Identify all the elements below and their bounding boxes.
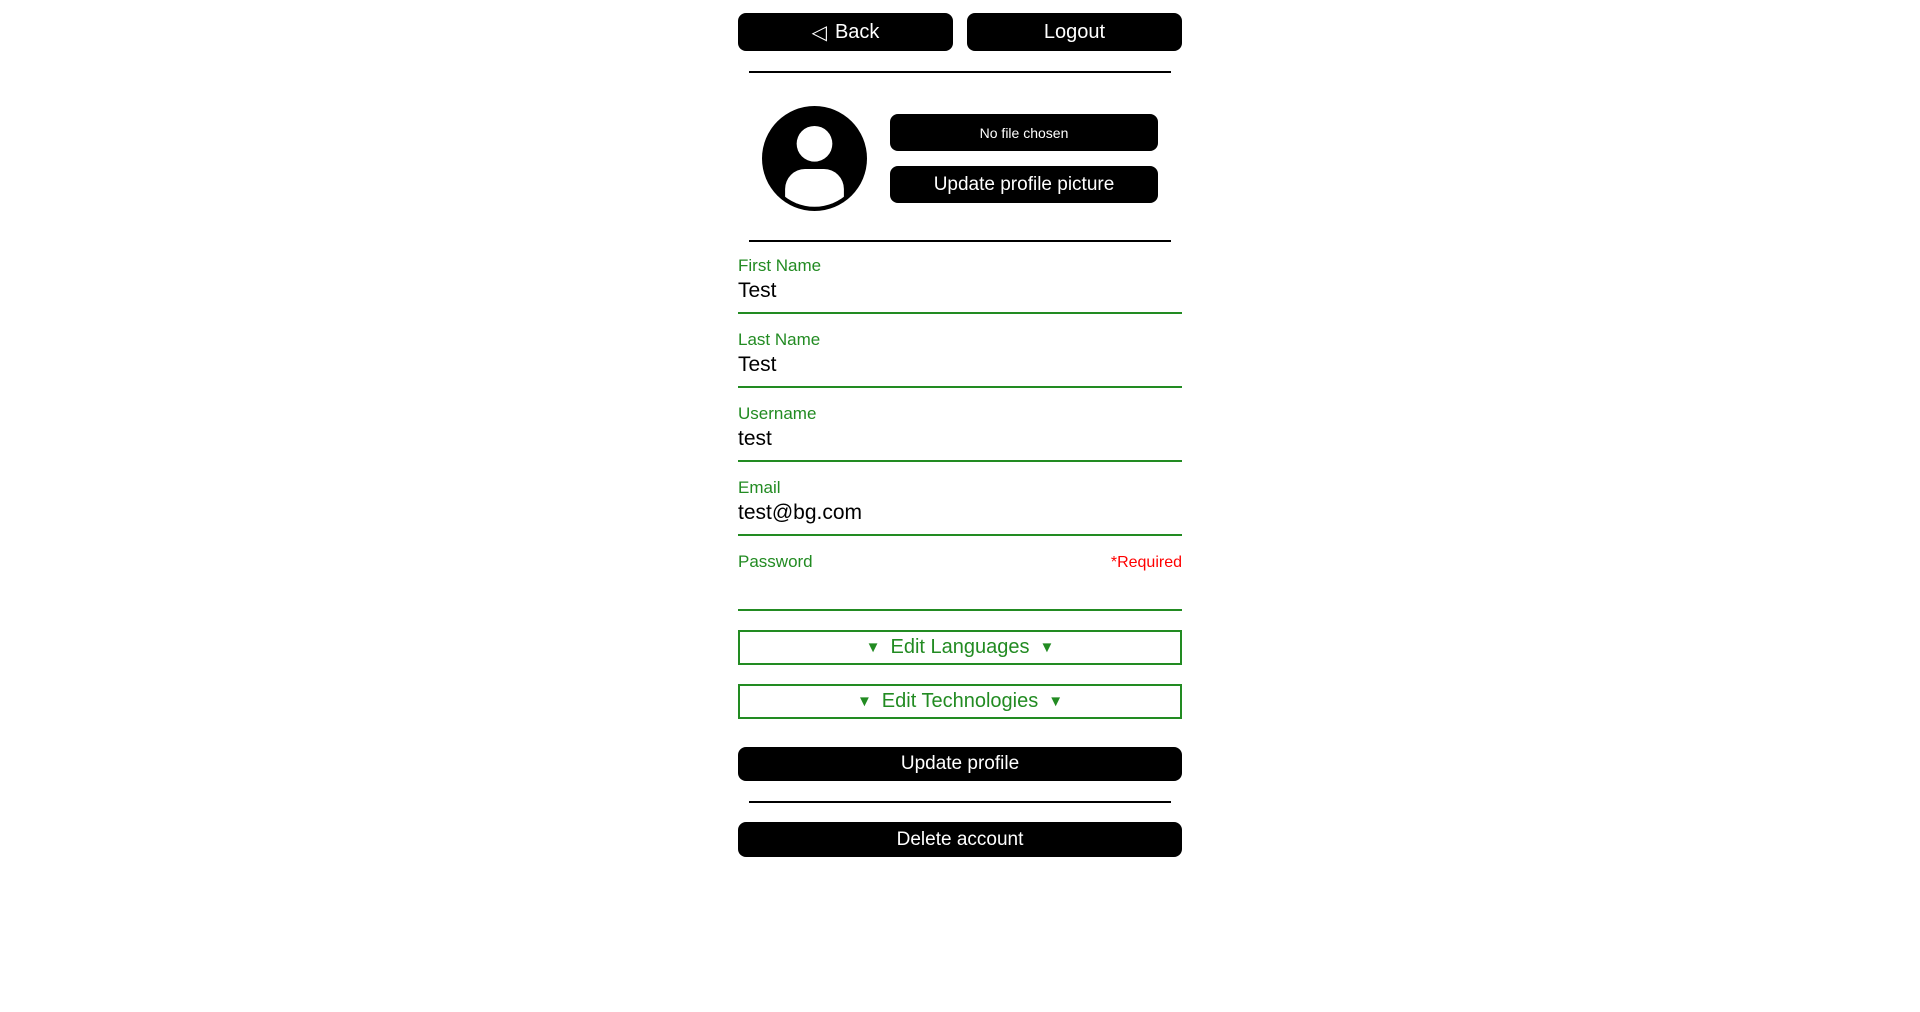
edit-languages-label: Edit Languages <box>890 636 1030 658</box>
chevron-down-icon: ▼ <box>1039 639 1055 656</box>
logout-button[interactable] <box>967 13 1182 51</box>
file-input-button[interactable] <box>890 114 1158 151</box>
delete-account-button[interactable] <box>738 822 1182 857</box>
edit-technologies-label: Edit Technologies <box>881 690 1039 712</box>
back-button[interactable] <box>738 13 953 51</box>
profile-picture-section <box>738 106 1182 211</box>
edit-technologies-button[interactable] <box>738 684 1182 719</box>
email-input[interactable] <box>738 498 1182 536</box>
password-required-note: *Required <box>1110 554 1182 571</box>
password-input[interactable] <box>738 573 1182 611</box>
chevron-down-icon: ▼ <box>856 693 872 710</box>
profile-form-container <box>738 0 1182 857</box>
field-first-name <box>738 256 1182 314</box>
username-label: Username <box>738 404 817 423</box>
field-label-row <box>738 404 1182 424</box>
first-name-label: First Name <box>738 256 822 275</box>
update-profile-label: Update profile <box>900 753 1020 774</box>
username-input[interactable] <box>738 424 1182 462</box>
field-label-row <box>738 478 1182 498</box>
update-profile-button[interactable] <box>738 747 1182 781</box>
avatar <box>762 106 867 211</box>
first-name-input[interactable] <box>738 276 1182 314</box>
delete-account-label: Delete account <box>896 828 1024 850</box>
logout-button-label: Logout <box>1043 20 1106 43</box>
back-arrow-icon: ◁ <box>811 21 827 44</box>
picture-buttons-column <box>890 114 1158 203</box>
password-label: Password <box>738 552 813 571</box>
field-label-row <box>738 330 1182 350</box>
edit-languages-button[interactable] <box>738 630 1182 665</box>
email-label: Email <box>738 478 781 497</box>
person-circle-icon <box>762 106 867 211</box>
last-name-label: Last Name <box>738 330 821 349</box>
divider-top <box>749 71 1171 73</box>
back-button-label: Back <box>834 20 880 43</box>
profile-fields <box>738 256 1182 857</box>
divider-avatar <box>749 240 1171 242</box>
update-picture-button[interactable] <box>890 166 1158 203</box>
field-label-row <box>738 256 1182 276</box>
field-label-row <box>738 552 1182 573</box>
last-name-input[interactable] <box>738 350 1182 388</box>
top-button-row <box>738 13 1182 51</box>
chevron-down-icon: ▼ <box>865 639 881 656</box>
file-input-label: No file chosen <box>979 124 1069 141</box>
field-username <box>738 404 1182 462</box>
field-last-name <box>738 330 1182 388</box>
update-picture-label: Update profile picture <box>933 173 1115 195</box>
field-password <box>738 552 1182 611</box>
field-email <box>738 478 1182 536</box>
chevron-down-icon: ▼ <box>1048 693 1064 710</box>
divider-bottom <box>749 801 1171 803</box>
